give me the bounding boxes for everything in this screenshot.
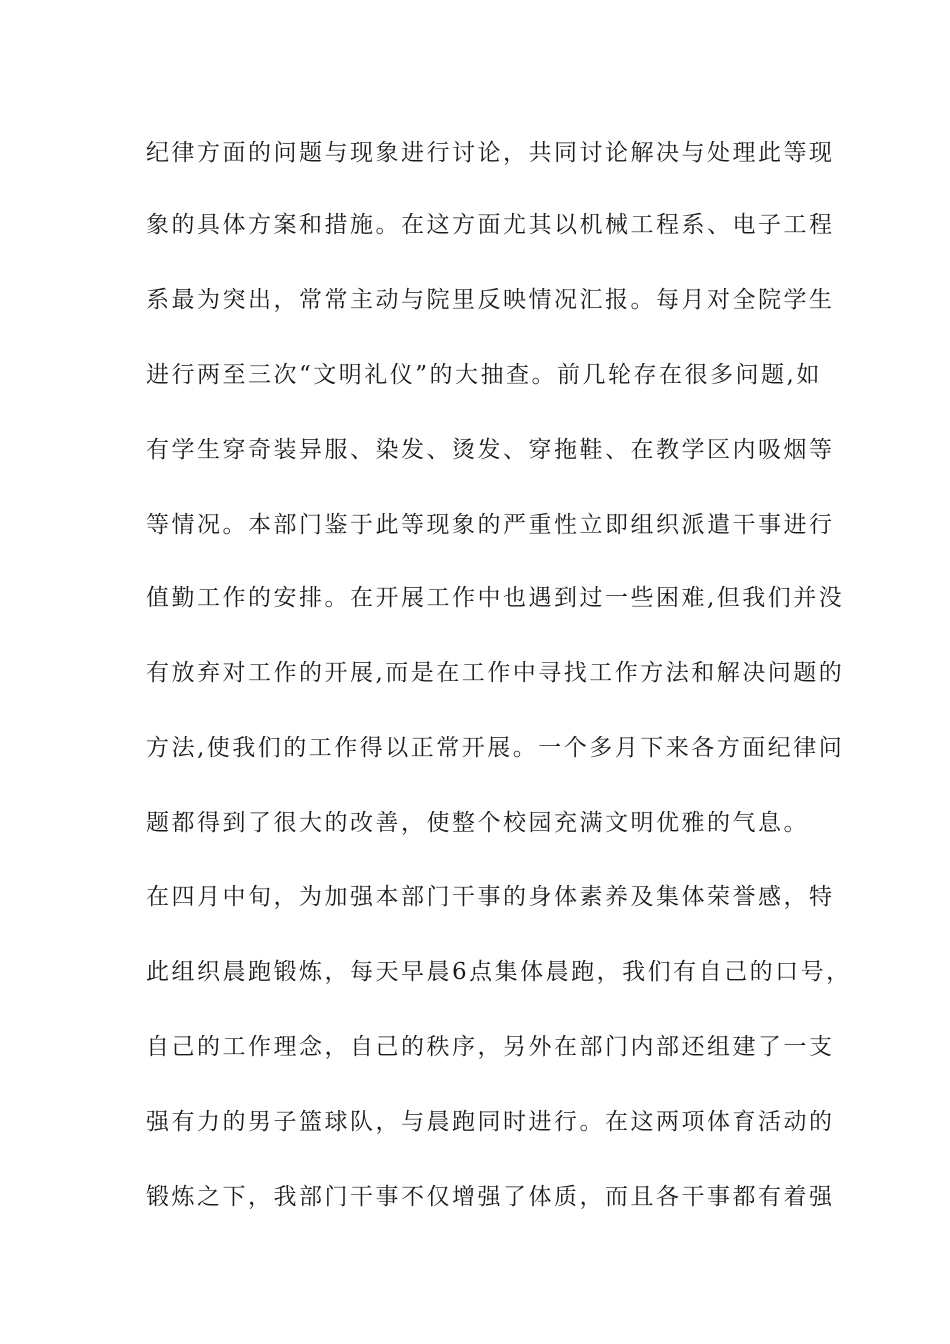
text-line: 有学生穿奇装异服、染发、烫发、穿拖鞋、在教学区内吸烟等 xyxy=(146,437,835,463)
text-line: 进行两至三次“文明礼仪”的大抽查。前几轮存在很多问题,如 xyxy=(146,362,822,388)
text-line: 象的具体方案和措施。在这方面尤其以机械工程系、电子工程 xyxy=(146,212,835,238)
text-line: 系最为突出，常常主动与院里反映情况汇报。每月对全院学生 xyxy=(146,287,835,313)
text-line: 方法,使我们的工作得以正常开展。一个多月下来各方面纪律问 xyxy=(146,735,845,761)
text-line: 值勤工作的安排。在开展工作中也遇到过一些困难,但我们并没 xyxy=(146,585,845,611)
text-line: 自己的工作理念，自己的秩序，另外在部门内部还组建了一支 xyxy=(146,1034,835,1060)
text-line: 强有力的男子篮球队，与晨跑同时进行。在这两项体育活动的 xyxy=(146,1109,835,1135)
text-line: 等情况。本部门鉴于此等现象的严重性立即组织派遣干事进行 xyxy=(146,512,835,538)
text-line: 有放弃对工作的开展,而是在工作中寻找工作方法和解决问题的 xyxy=(146,660,845,686)
text-line: 在四月中旬，为加强本部门干事的身体素养及集体荣誉感，特 xyxy=(146,884,835,910)
text-line: 此组织晨跑锻炼，每天早晨6点集体晨跑，我们有自己的口号， xyxy=(146,959,852,985)
text-line: 题都得到了很大的改善，使整个校园充满文明优雅的气息。 xyxy=(146,810,809,836)
text-line: 锻炼之下，我部门干事不仅增强了体质，而且各干事都有着强 xyxy=(146,1184,835,1210)
text-line: 纪律方面的问题与现象进行讨论，共同讨论解决与处理此等现 xyxy=(146,140,835,166)
